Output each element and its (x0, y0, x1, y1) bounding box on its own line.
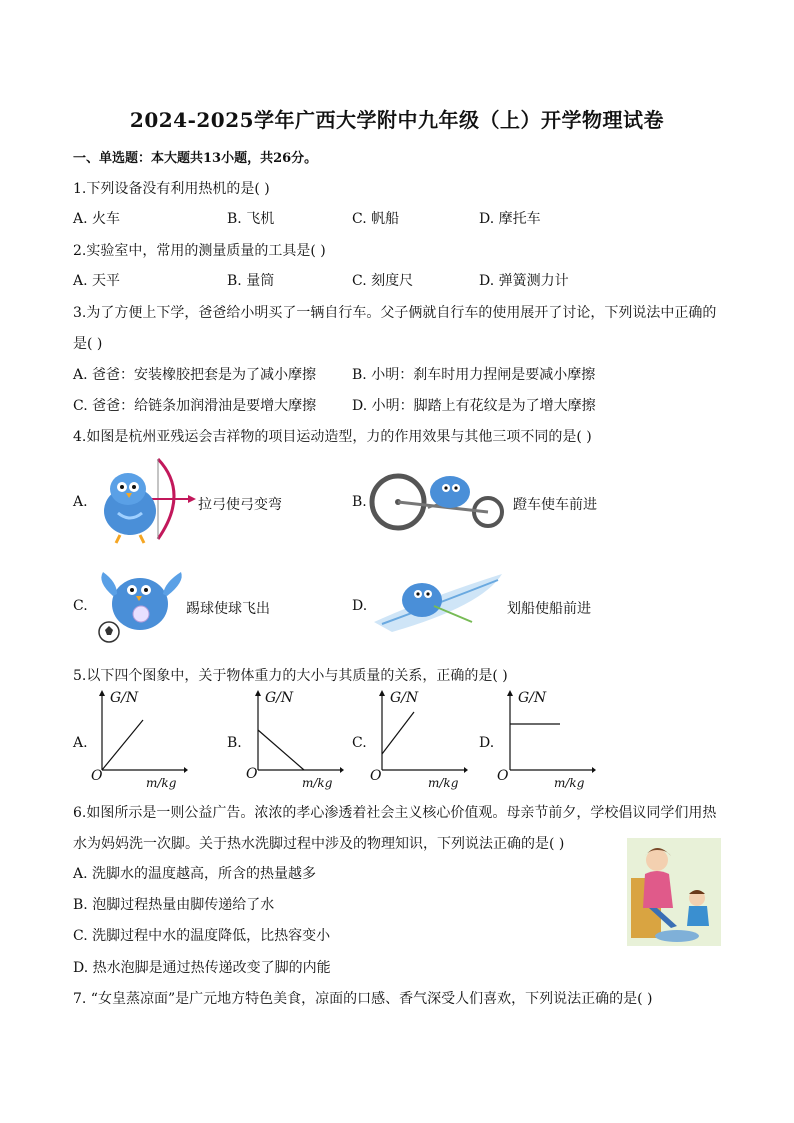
question-5-option-a-letter: A. (73, 735, 88, 751)
question-1-option-c: C. 帆船 (352, 211, 400, 227)
question-1-option-d: D. 摩托车 (479, 211, 541, 227)
question-6-stem-line-2: 水为妈妈洗一次脚。关于热水洗脚过程中涉及的物理知识，下列说法正确的是( ) (73, 836, 565, 852)
graph-a-y-label: G/N (110, 690, 139, 706)
question-5-option-d-letter: D. (479, 735, 495, 751)
graph-c-line (382, 712, 414, 754)
question-3-option-b: B. 小明：刹车时用力捏闸是要减小摩擦 (352, 367, 596, 383)
question-4-option-b-letter: B. (352, 494, 367, 510)
graph-c-x-label: m/kg (428, 776, 459, 790)
question-5-stem: 5.以下四个图象中，关于物体重力的大小与其质量的关系，正确的是( ) (73, 668, 508, 684)
graph-b-x-label: m/kg (302, 776, 333, 790)
graph-a-origin: O (91, 768, 103, 784)
question-4-option-d-letter: D. (352, 598, 368, 614)
question-2-option-c: C. 刻度尺 (352, 273, 414, 289)
question-4-option-c-letter: C. (73, 598, 88, 614)
question-4-option-a-letter: A. (73, 494, 88, 510)
question-2-stem: 2.实验室中，常用的测量质量的工具是( ) (73, 243, 326, 259)
question-2-option-a: A. 天平 (73, 273, 121, 289)
graph-b-origin: O (246, 766, 258, 782)
question-4-stem: 4.如图是杭州亚残运会吉祥物的项目运动造型，力的作用效果与其他三项不同的是( ) (73, 429, 592, 445)
graph-d-y-label: G/N (518, 690, 547, 706)
mascot-handcycle-image (368, 462, 508, 537)
question-3-option-d: D. 小明：脚踏上有花纹是为了增大摩擦 (352, 398, 596, 414)
mascot-rowing-image (372, 566, 504, 638)
question-6-option-b: B. 泡脚过程热量由脚传递给了水 (73, 897, 275, 913)
question-3-stem-line-2: 是( ) (73, 336, 103, 352)
question-4-option-b-text: 蹬车使车前进 (513, 497, 597, 513)
graph-b (244, 688, 344, 780)
question-6-option-c: C. 洗脚过程中水的温度降低，比热容变小 (73, 928, 331, 944)
question-1-option-b: B. 飞机 (227, 211, 275, 227)
question-2-option-d: D. 弹簧测力计 (479, 273, 569, 289)
question-4-option-c-text: 踢球使球飞出 (186, 601, 270, 617)
question-1-option-a: A. 火车 (73, 211, 121, 227)
graph-d-origin: O (497, 768, 509, 784)
mascot-archery-image (88, 453, 198, 548)
question-1-stem: 1.下列设备没有利用热机的是( ) (73, 181, 270, 197)
question-6-stem-line-1: 6.如图所示是一则公益广告。浓浓的孝心渗透着社会主义核心价值观。母亲节前夕，学校倡议同学们用热 (73, 805, 717, 821)
graph-a-x-label: m/kg (146, 776, 177, 790)
question-4-option-a-text: 拉弓使弓变弯 (198, 497, 282, 513)
question-4-option-d-text: 划船使船前进 (507, 601, 591, 617)
question-2-option-b: B. 量筒 (227, 273, 275, 289)
question-6-option-a: A. 洗脚水的温度越高，所含的热量越多 (73, 866, 317, 882)
graph-a-line (102, 720, 143, 770)
question-3-stem-line-1: 3.为了方便上下学，爸爸给小明买了一辆自行车。父子俩就自行车的使用展开了讨论，下列说法中正确的 (73, 305, 717, 321)
question-7-stem: 7. “女皇蒸凉面”是广元地方特色美食，凉面的口感、香气深受人们喜欢，下列说法正确的是( ) (73, 991, 653, 1007)
mascot-soccer-image (95, 562, 190, 644)
question-5-option-b-letter: B. (227, 735, 242, 751)
question-3-option-c: C. 爸爸：给链条加润滑油是要增大摩擦 (73, 398, 317, 414)
question-3-option-a: A. 爸爸：安装橡胶把套是为了减小摩擦 (73, 367, 317, 383)
foot-washing-illustration (627, 838, 721, 946)
question-5-option-c-letter: C. (352, 735, 367, 751)
graph-b-line (258, 730, 304, 770)
graph-c-origin: O (370, 768, 382, 784)
section-heading: 一、单选题：本大题共13小题，共26分。 (73, 151, 318, 166)
graph-b-y-label: G/N (265, 690, 294, 706)
question-6-option-d: D. 热水泡脚是通过热传递改变了脚的内能 (73, 960, 331, 976)
page-title: 2024-2025学年广西大学附中九年级（上）开学物理试卷 (129, 108, 665, 132)
graph-d-x-label: m/kg (554, 776, 585, 790)
graph-c-y-label: G/N (390, 690, 419, 706)
